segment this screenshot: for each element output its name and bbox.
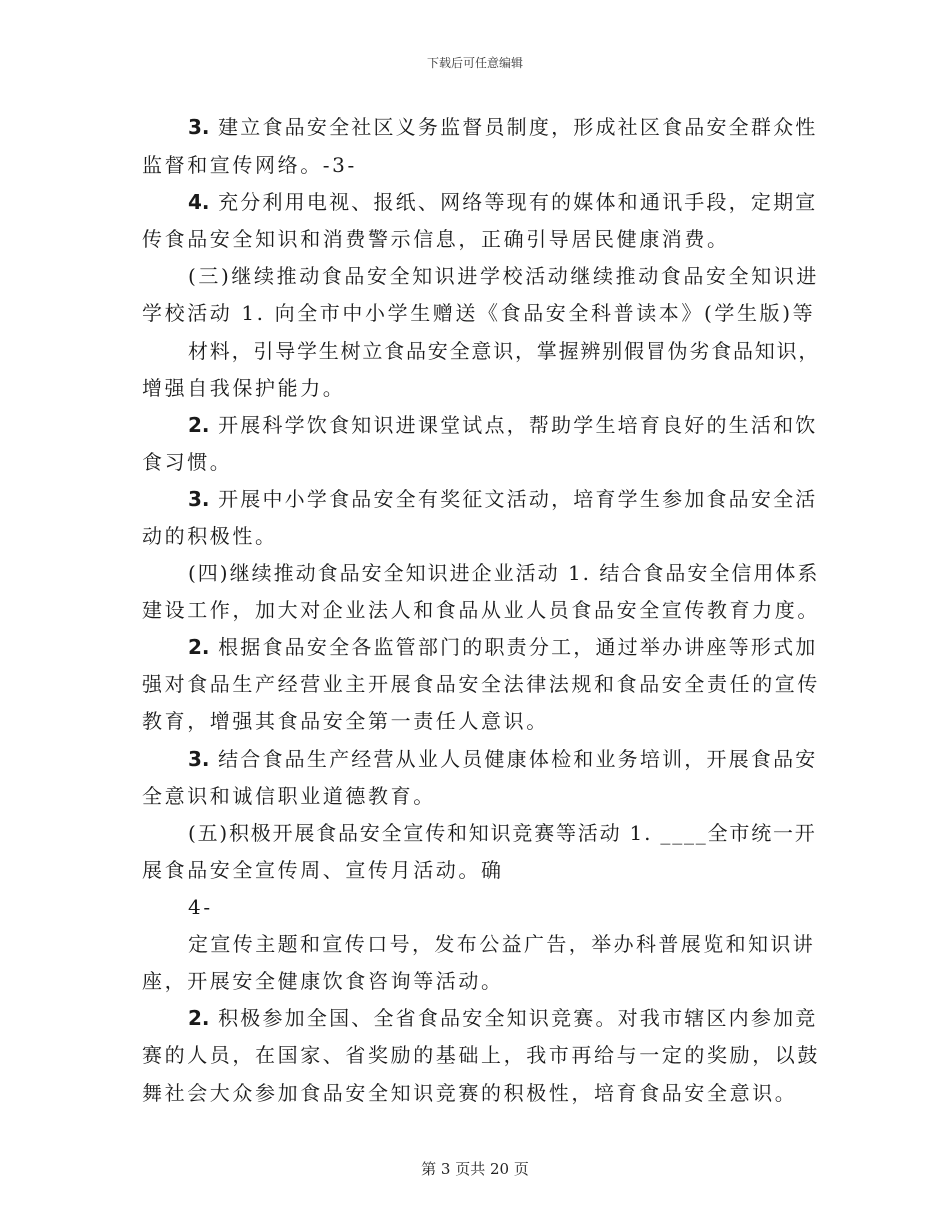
line-text: 食习惯。 [142, 450, 233, 474]
text-line [142, 784, 436, 808]
line-text: 材料，引导学生树立食品安全意识，掌握辨别假冒伪劣食品知识， [188, 339, 821, 363]
line-text: 充分利用电视、报纸、网络等现有的媒体和通讯手段，定期宣 [209, 190, 818, 214]
line-text: 开展中小学食品安全有奖征文活动，培育学生参加食品安全活 [209, 487, 818, 511]
line-text: 展食品安全宣传周、宣传月活动。确 [142, 858, 504, 882]
text-line [188, 190, 817, 214]
line-text: (三)继续推动食品安全知识进学校活动继续推动食品安全知识进 [188, 264, 820, 288]
line-text: (五)积极开展食品安全宣传和知识竞赛等活动 1. ____全市统一开 [188, 821, 817, 845]
line-text: 定宣传主题和宣传口号，发布公益广告，举办科普展览和知识讲 [188, 932, 816, 956]
text-line [142, 858, 504, 882]
item-number: 2. [188, 413, 210, 437]
item-number: 2. [188, 1006, 210, 1030]
line-text: 4- [188, 895, 213, 919]
text-line [142, 1043, 820, 1067]
text-line [142, 598, 820, 622]
line-text: (四)继续推动食品安全知识进企业活动 1. 结合食品安全信用体系 [188, 561, 820, 585]
text-line [142, 376, 345, 400]
line-text: 建设工作，加大对企业法人和食品从业人员食品安全宣传教育力度。 [142, 598, 820, 622]
line-text: 座，开展安全健康饮食咨询等活动。 [142, 969, 504, 993]
item-number: 3. [188, 115, 210, 139]
item-number: 2. [188, 635, 210, 659]
text-line [188, 747, 817, 771]
line-text: 监督和宣传网络。-3- [142, 153, 357, 177]
item-number: 3. [188, 487, 210, 511]
text-line [188, 895, 213, 919]
text-line [142, 1081, 797, 1105]
line-text: 动的积极性。 [142, 524, 278, 548]
line-text: 强对食品生产经营业主开展食品安全法律法规和食品安全责任的宣传 [142, 672, 820, 696]
text-line [188, 821, 817, 845]
text-line [188, 339, 820, 363]
page-header: 下载后可任意编辑 [426, 56, 523, 70]
line-text: 增强自我保护能力。 [142, 376, 346, 400]
text-line [142, 969, 504, 993]
line-text: 结合食品生产经营从业人员健康体检和业务培训，开展食品安 [209, 747, 818, 771]
text-line [142, 227, 730, 251]
line-text: 赛的人员，在国家、省奖励的基础上，我市再给与一定的奖励，以鼓 [142, 1043, 820, 1067]
text-line [188, 635, 817, 659]
text-line [142, 301, 815, 325]
line-text: 建立食品安全社区义务监督员制度，形成社区食品安全群众性 [209, 115, 818, 139]
text-line [142, 709, 549, 733]
text-line [188, 413, 817, 437]
text-line [188, 487, 817, 511]
line-text: 根据食品安全各监管部门的职责分工，通过举办讲座等形式加 [209, 635, 818, 659]
text-line [142, 672, 820, 696]
item-number: 4. [188, 190, 210, 214]
text-line [188, 1006, 817, 1030]
text-line [142, 153, 357, 177]
line-text: 积极参加全国、全省食品安全知识竞赛。对我市辖区内参加竞 [209, 1006, 818, 1030]
line-text: 教育，增强其食品安全第一责任人意识。 [142, 709, 549, 733]
text-line [142, 450, 232, 474]
item-number: 3. [188, 747, 210, 771]
text-line [188, 561, 819, 585]
line-text: 学校活动 1. 向全市中小学生赠送《食品安全科普读本》(学生版)等 [142, 301, 816, 325]
line-text: 开展科学饮食知识进课堂试点，帮助学生培育良好的生活和饮 [209, 413, 818, 437]
text-line [188, 115, 817, 139]
page-footer: 第 3 页共 20 页 [421, 1160, 529, 1178]
line-text: 传食品安全知识和消费警示信息，正确引导居民健康消费。 [142, 227, 730, 251]
line-text: 舞社会大众参加食品安全知识竞赛的积极性，培育食品安全意识。 [142, 1081, 798, 1105]
text-line [188, 264, 819, 288]
text-line [142, 524, 278, 548]
line-text: 全意识和诚信职业道德教育。 [142, 784, 436, 808]
text-line [188, 932, 815, 956]
